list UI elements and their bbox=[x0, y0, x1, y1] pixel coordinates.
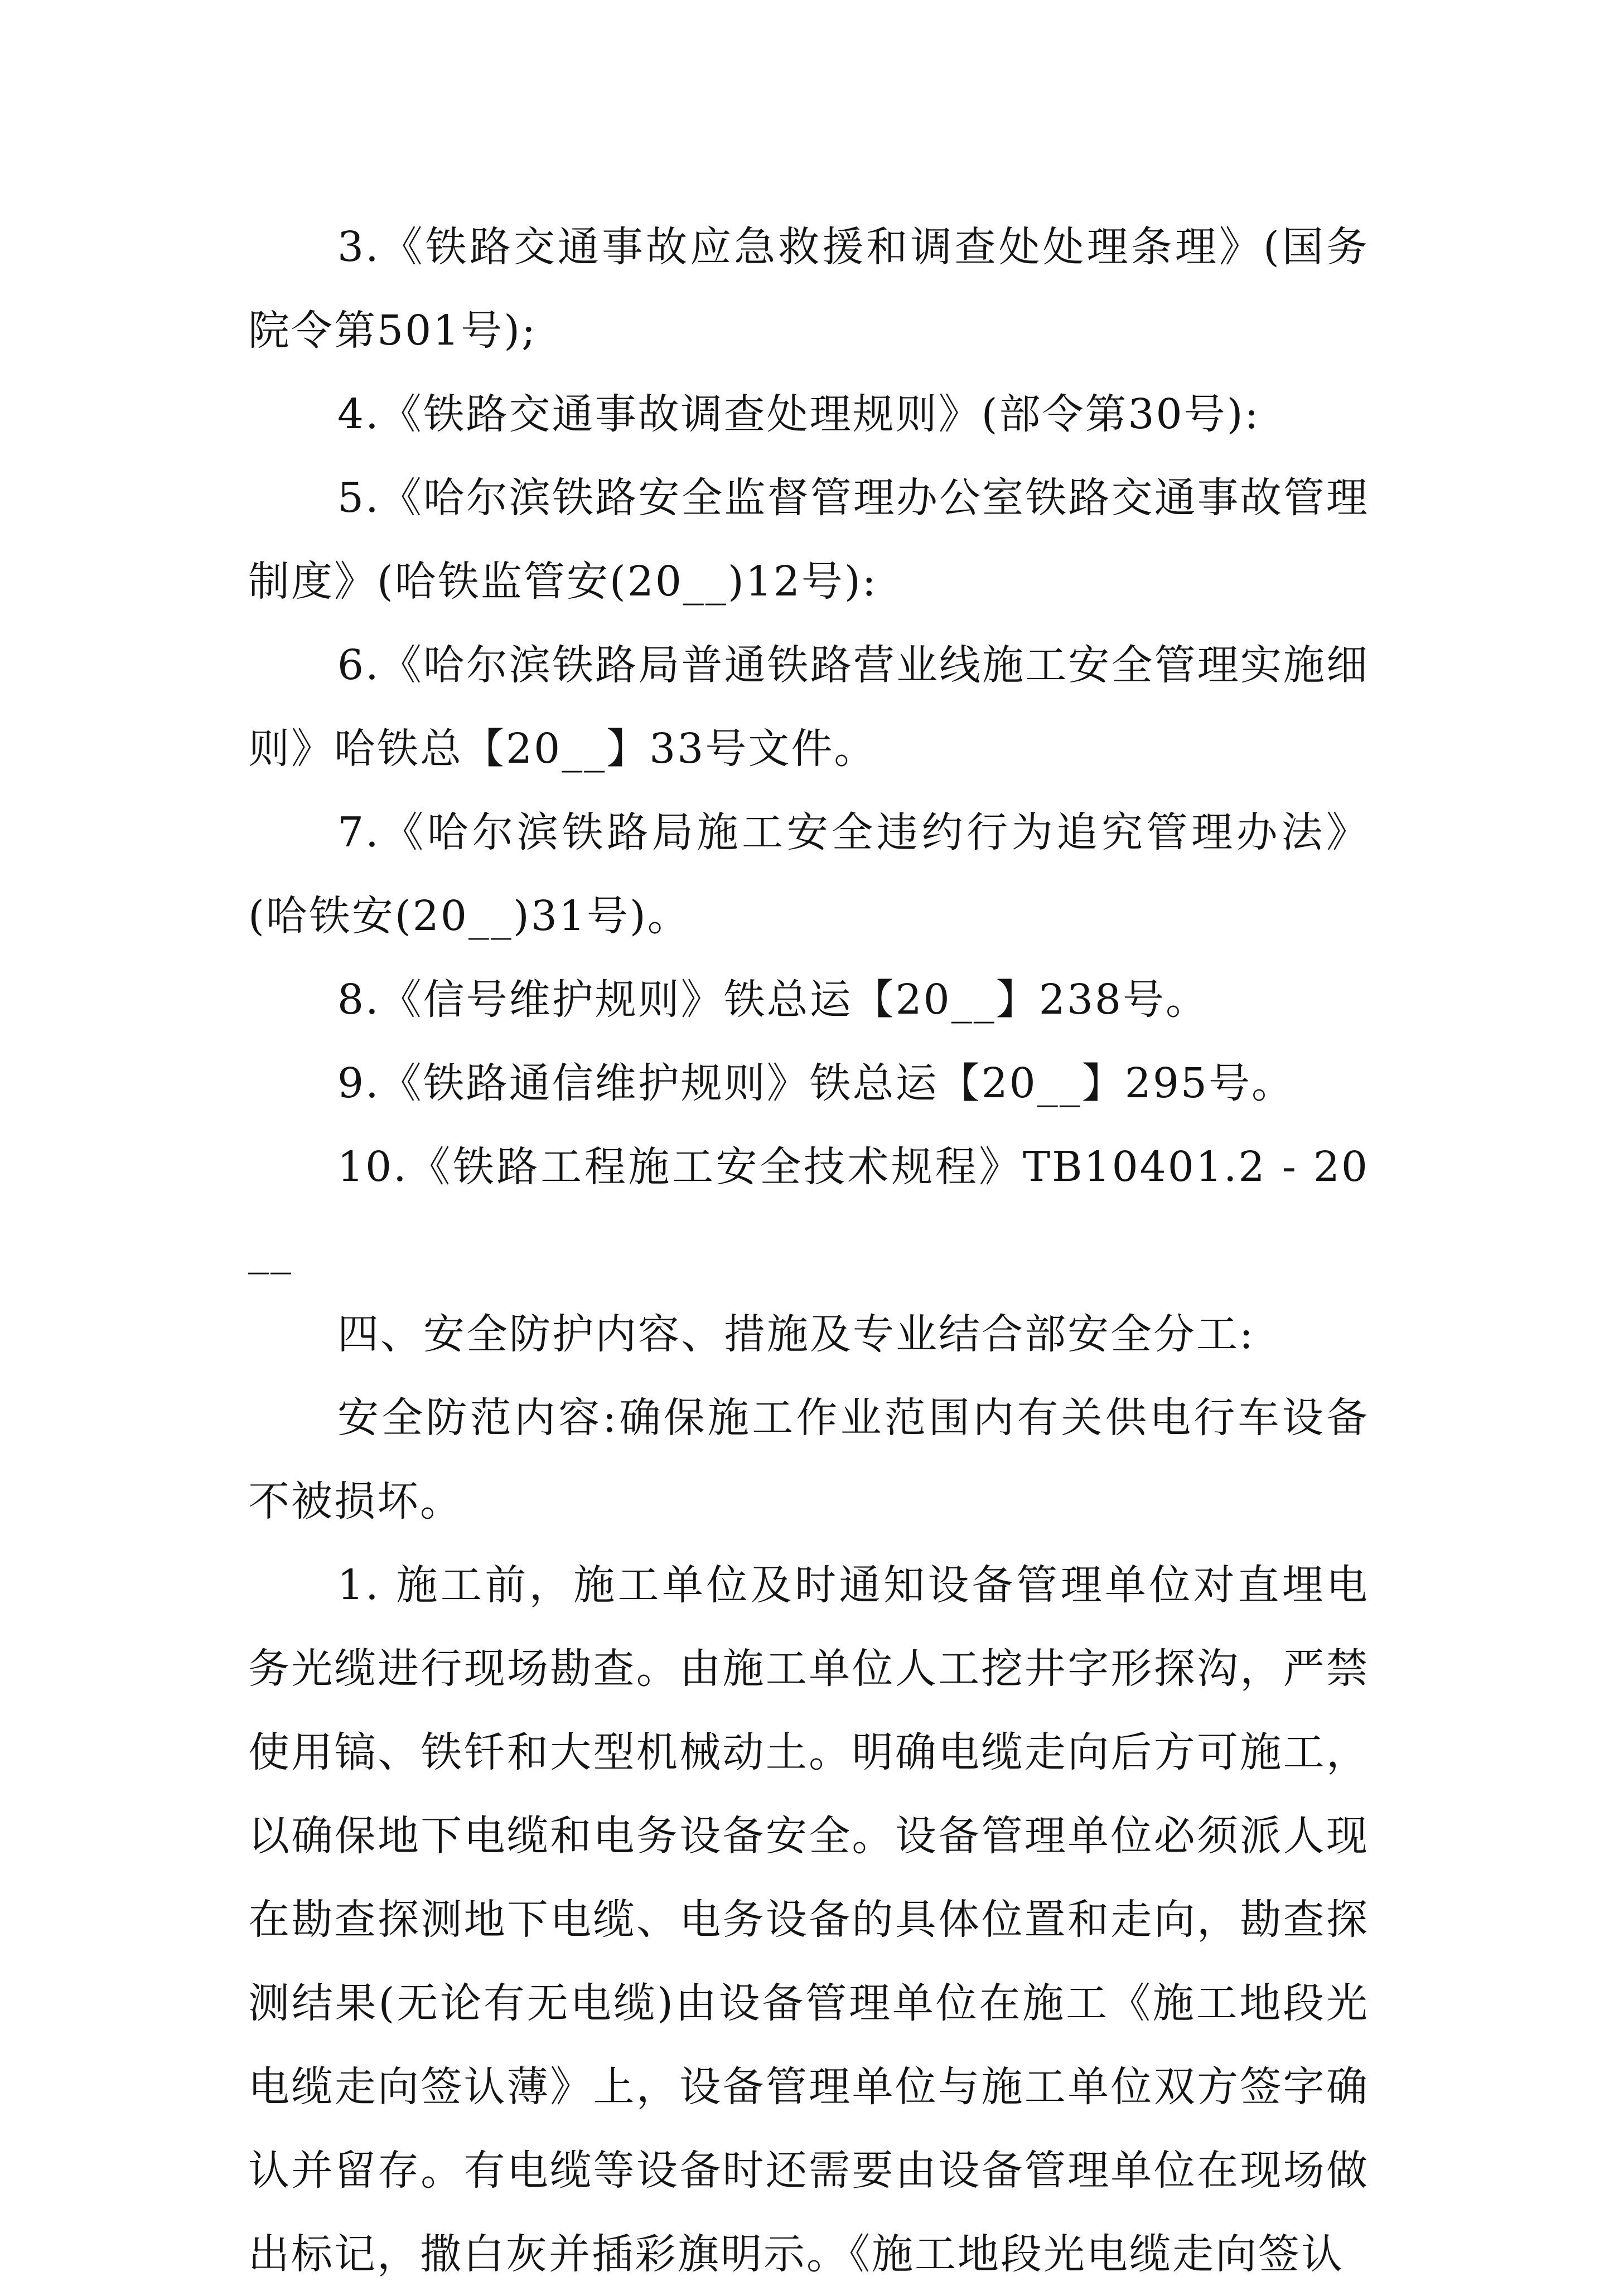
document-body bbox=[248, 205, 1369, 2296]
paragraph-regulation-10: 10.《铁路工程施工安全技术规程》TB10401.2 - 20__ bbox=[248, 1143, 1369, 1275]
paragraph-measure-1: 1. 施工前，施工单位及时通知设备管理单位对直埋电务光缆进行现场勘查。由施工单位人工挖井字形探沟，严禁使用镐、铁钎和大型机械动土。明确电缆走向后方可施工，以确保地下电缆和电务设备安全。设备管理单位必须派人现在勘查探测地下电缆、电务设备的具体位置和走向，勘查探测结果(无论有无电缆)由设备管理单位在施工《施工地段光电缆走向签认薄》上，设备管理单位与施工单位双方签字确认并留存。有电缆等设备时还需要由设备管理单位在现场做出标记，撒白灰并插彩旗明示。《施工地段光电缆走向签认 bbox=[248, 1561, 1369, 2278]
paragraph-regulation-8: 8.《信号维护规则》铁总运【20__】238号。 bbox=[337, 976, 1209, 1024]
paragraph-regulation-3: 3.《铁路交通事故应急救援和调查处处理条理》(国务院令第501号); bbox=[248, 223, 1369, 355]
paragraph-regulation-5: 5.《哈尔滨铁路安全监督管理办公室铁路交通事故管理制度》(哈铁监管安(20__)12号): bbox=[248, 474, 1369, 606]
section-heading-4: 四、安全防护内容、措施及专业结合部安全分工: bbox=[337, 1310, 1255, 1358]
paragraph-safety-scope: 安全防范内容:确保施工作业范围内有关供电行车设备不被损坏。 bbox=[248, 1394, 1369, 1525]
paragraph-regulation-4: 4.《铁路交通事故调查处理规则》(部令第30号): bbox=[337, 390, 1260, 438]
paragraph-regulation-7: 7.《哈尔滨铁路局施工安全违约行为追究管理办法》(哈铁安(20__)31号)。 bbox=[248, 808, 1369, 940]
paragraph-regulation-9: 9.《铁路通信维护规则》铁总运【20__】295号。 bbox=[337, 1059, 1295, 1107]
paragraph-regulation-6: 6.《哈尔滨铁路局普通铁路营业线施工安全管理实施细则》哈铁总【20__】33号文件。 bbox=[248, 641, 1369, 773]
